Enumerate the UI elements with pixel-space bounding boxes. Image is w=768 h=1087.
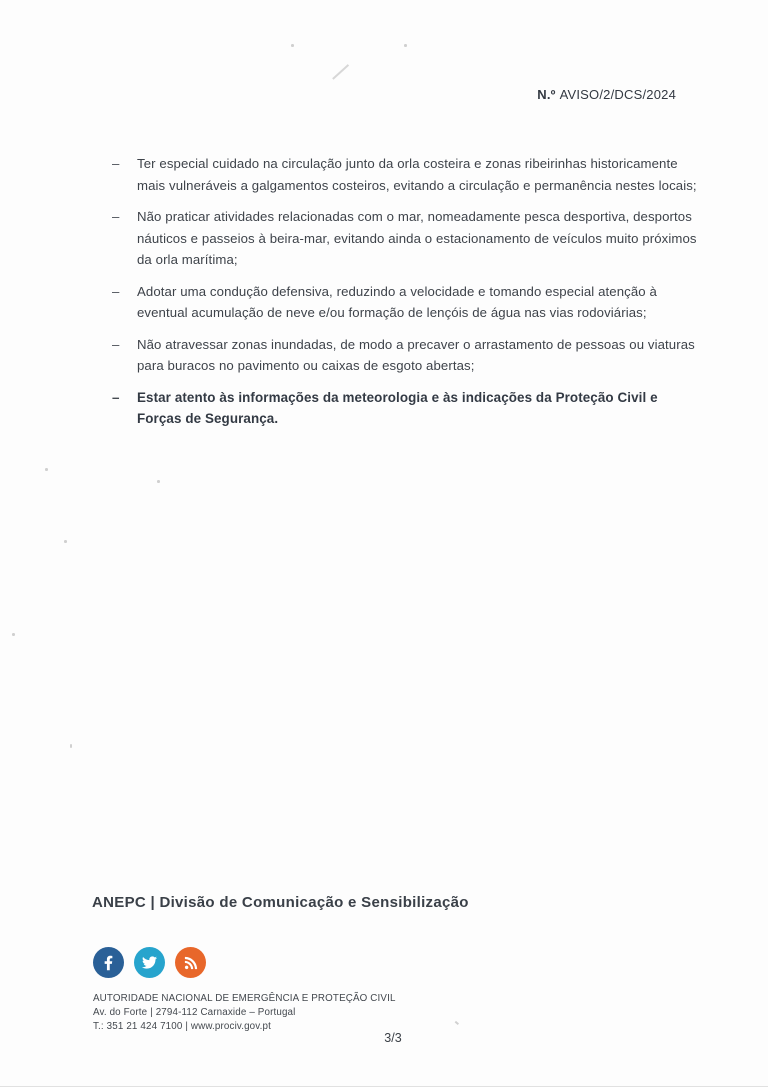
list-item <box>112 281 700 324</box>
bullet-dash: – <box>112 209 120 224</box>
division-title: ANEPC | Divisão de Comunicação e Sensibilização <box>92 894 469 911</box>
document-reference <box>537 87 676 102</box>
list-item-text: Adotar uma condução defensiva, reduzindo a velocidade e tomando especial atenção à eventual acumulação de neve e/ou formação de lençóis de água nas vias rodoviárias; <box>137 283 657 320</box>
scan-speck <box>70 744 72 748</box>
organization-address: Av. do Forte | 2794-112 Carnaxide – Portugal <box>93 1006 296 1018</box>
scan-speck <box>157 480 160 483</box>
list-item-text: Ter especial cuidado na circulação junto da orla costeira e zonas ribeirinhas historicamente mais vulneráveis a galgamentos costeiros, evitando a circulação e permanência nestes locais; <box>137 156 697 193</box>
organization-info <box>93 992 396 1033</box>
scan-speck <box>64 540 67 543</box>
bullet-dash: – <box>112 283 120 299</box>
scan-speck <box>291 44 294 47</box>
twitter-icon[interactable] <box>134 947 165 978</box>
bullet-dash: – <box>112 156 120 171</box>
list-item-text: Não atravessar zonas inundadas, de modo a precaver o arrastamento de pessoas ou viaturas para buracos no pavimento ou caixas de esgoto abertas; <box>137 336 695 373</box>
list-item <box>112 334 700 377</box>
scan-speck <box>45 468 48 471</box>
bullet-dash: – <box>112 336 120 352</box>
rss-icon[interactable] <box>175 947 206 978</box>
bullet-dash: – <box>112 389 120 405</box>
page-number: 3/3 <box>384 1031 402 1045</box>
social-links <box>93 947 206 978</box>
organization-contact: T.: 351 21 424 7100 | www.prociv.gov.pt <box>93 1020 271 1032</box>
list-item-text: Não praticar atividades relacionadas com o mar, nomeadamente pesca desportiva, desportos náuticos e passeios à beira-mar, evitando ainda o estacionamento de veículos muito próximos da orla marítima; <box>137 209 697 267</box>
scan-speck <box>455 1021 459 1025</box>
advice-list <box>112 153 700 440</box>
doc-number-value: AVISO/2/DCS/2024 <box>559 87 676 102</box>
scan-artifact-slash <box>332 64 349 79</box>
list-item <box>112 153 700 196</box>
list-item-text: Estar atento às informações da meteorologia e às indicações da Proteção Civil e Forças de Segurança. <box>137 389 658 426</box>
list-item-emphasized <box>112 387 700 430</box>
scan-speck <box>12 633 15 636</box>
organization-name: AUTORIDADE NACIONAL DE EMERGÊNCIA E PROTEÇÃO CIVIL <box>93 993 396 1004</box>
facebook-icon[interactable] <box>93 947 124 978</box>
doc-number-label: N.º <box>537 87 556 102</box>
scan-speck <box>404 44 407 47</box>
list-item <box>112 206 700 271</box>
